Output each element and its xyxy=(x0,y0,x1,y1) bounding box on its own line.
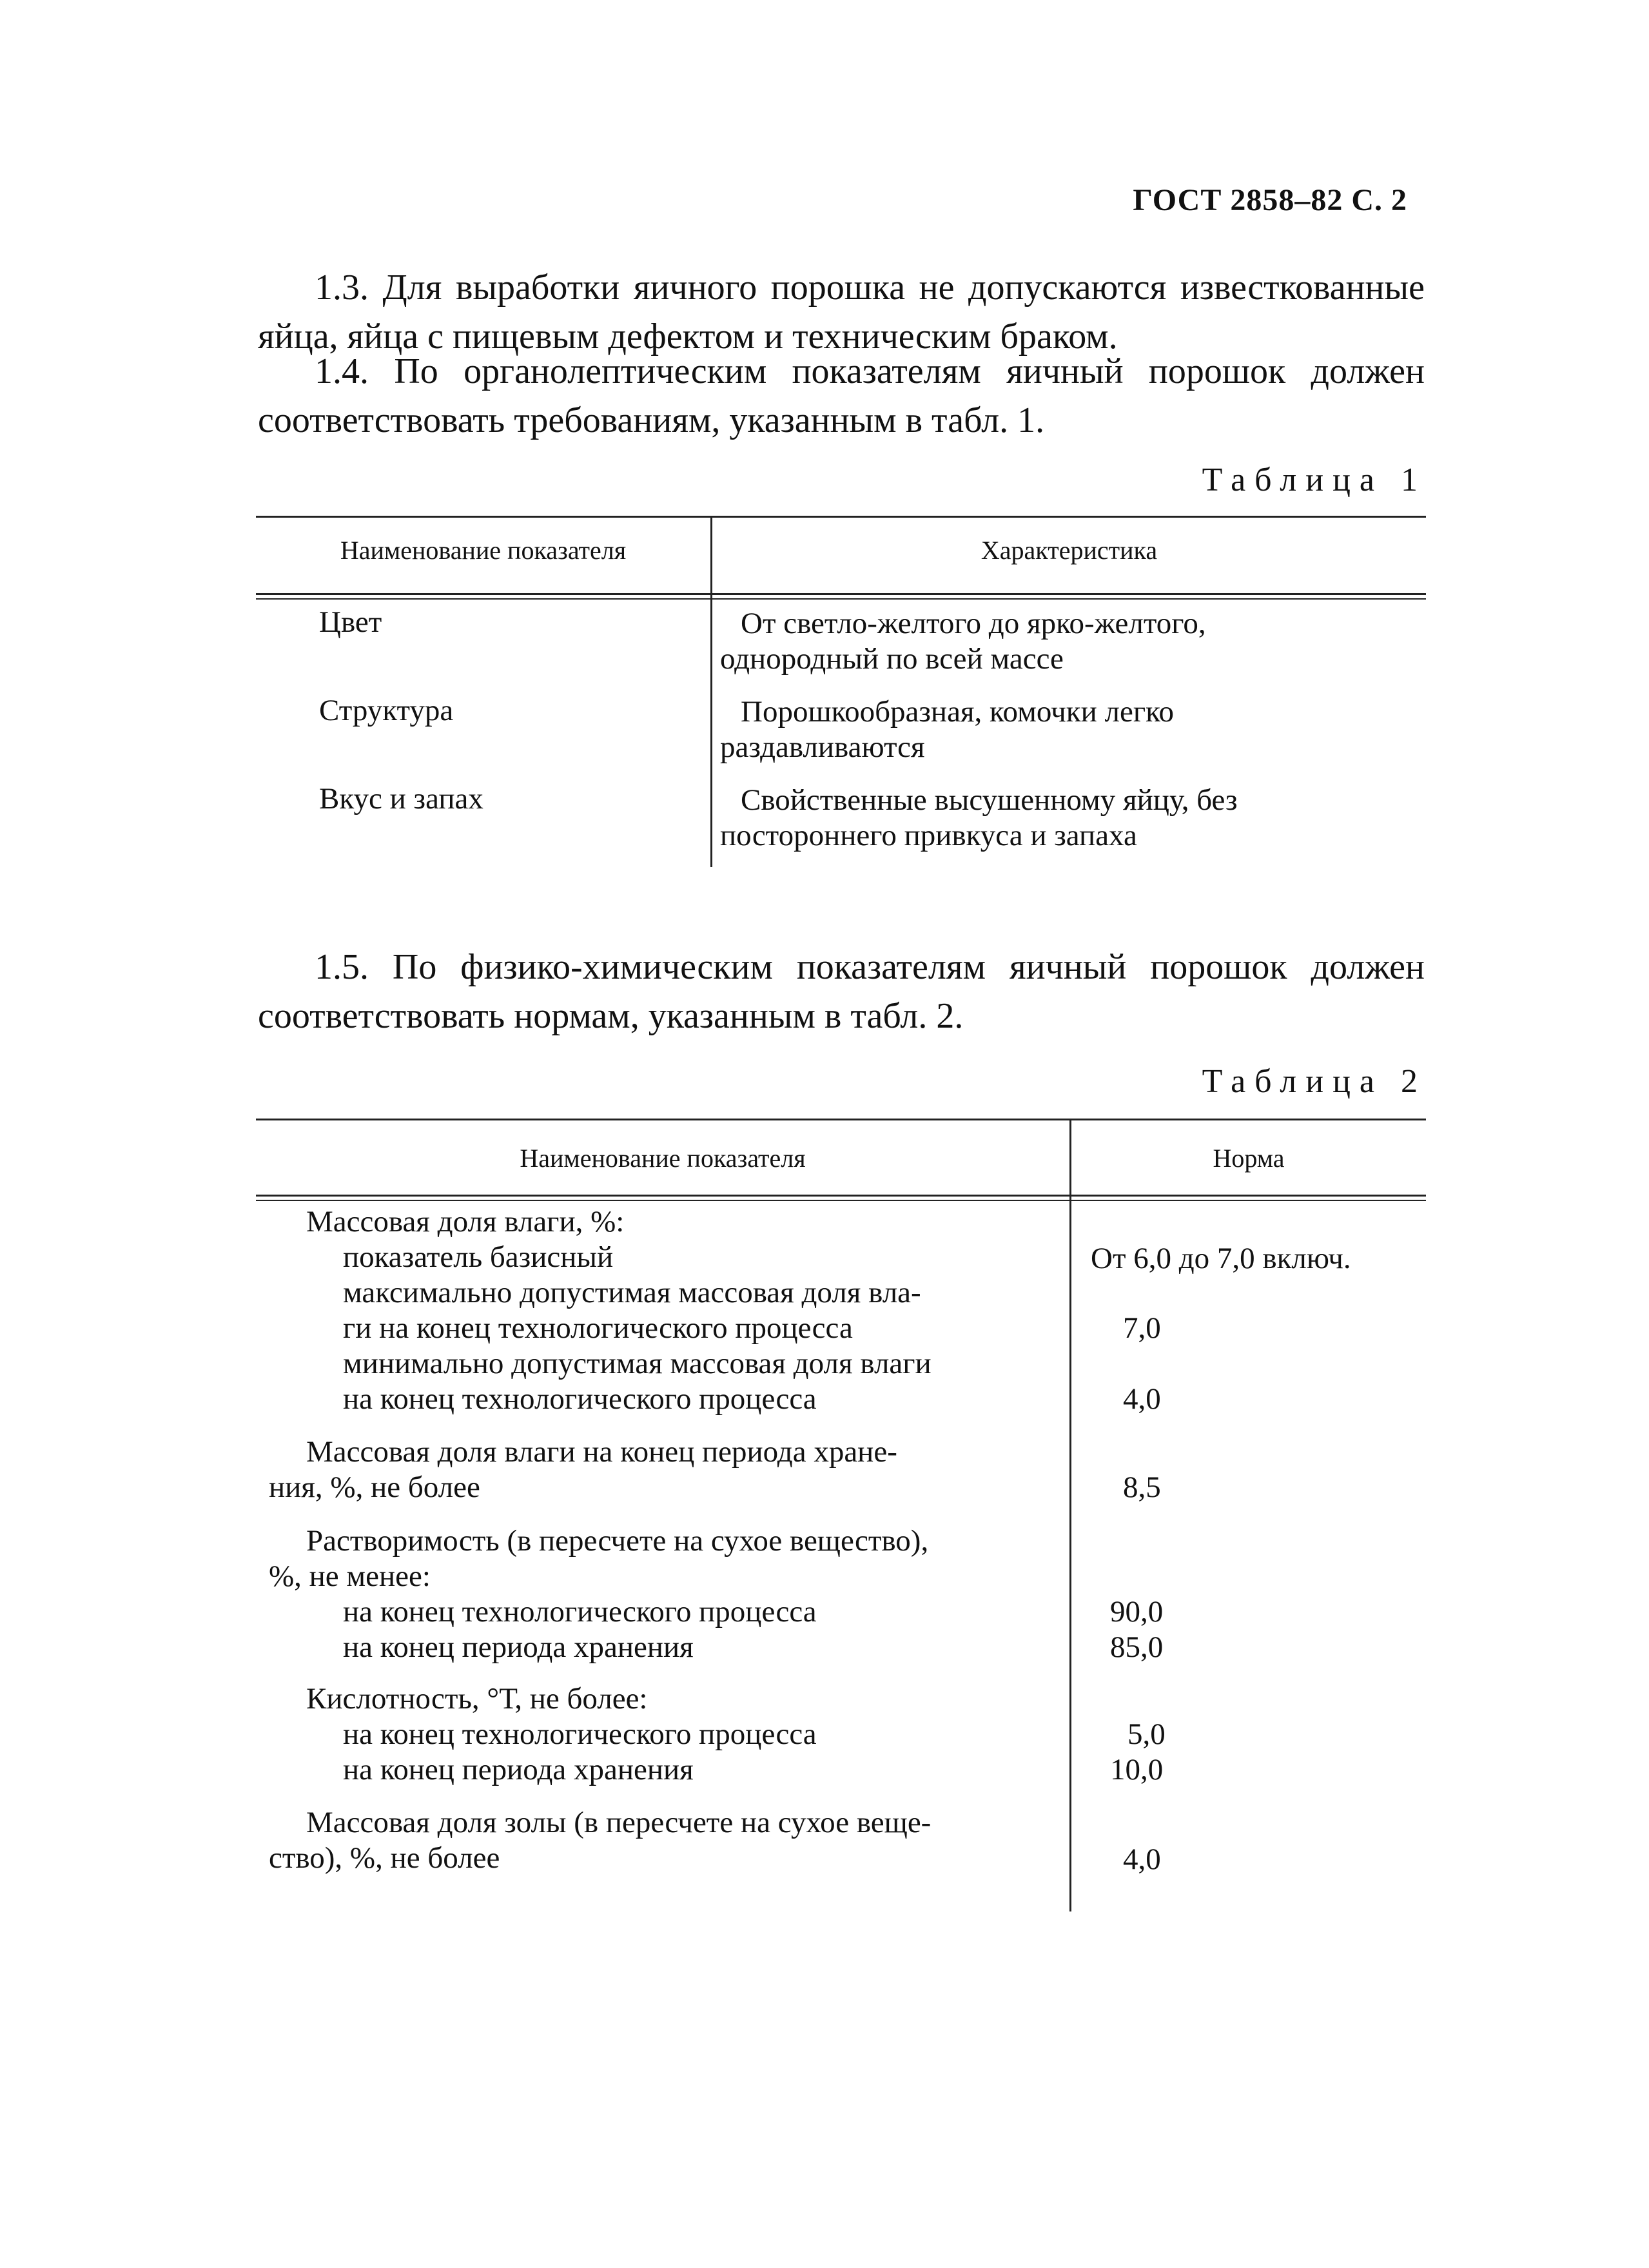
table1-caption: Таблица 1 xyxy=(1202,462,1427,498)
table1-row-value-cont: однородный по всей массе xyxy=(720,642,1064,676)
table2-row-value: 4,0 xyxy=(1123,1843,1161,1876)
table2 xyxy=(256,1119,1426,1918)
table2-row-label: показатель базисный xyxy=(343,1240,614,1274)
table2-row-label: на конец технологического процесса xyxy=(343,1595,817,1628)
table2-top-rule xyxy=(256,1119,1426,1120)
table1-column-divider xyxy=(710,516,712,867)
table2-row-label: ство), %, не более xyxy=(269,1841,500,1875)
table2-row-label: максимально допустимая массовая доля вла- xyxy=(343,1276,921,1309)
table1-row-value: Свойственные высушенному яйцу, без xyxy=(741,783,1238,817)
table2-row-value: 85,0 xyxy=(1110,1630,1164,1664)
table2-row-label: на конец периода хранения xyxy=(343,1753,694,1786)
table1-row-value: От светло-желтого до ярко-желтого, xyxy=(741,607,1206,640)
table2-row-label: Растворимость (в пересчете на сухое вещество), xyxy=(306,1524,929,1558)
table2-row-value: От 6,0 до 7,0 включ. xyxy=(1091,1242,1351,1275)
table2-row-value: 4,0 xyxy=(1123,1382,1161,1416)
table2-row-label: ния, %, не более xyxy=(269,1471,480,1504)
table1-header-name: Наименование показателя xyxy=(340,536,627,565)
table2-row-label: Кислотность, °Т, не более: xyxy=(306,1682,648,1716)
table2-row-label: на конец технологического процесса xyxy=(343,1382,817,1416)
paragraph-1-4: 1.4. По органолептическим показателям яичный порошок должен соответствовать требованиям, указанным в табл. 1. xyxy=(258,351,1425,440)
table2-row-label: на конец технологического процесса xyxy=(343,1717,817,1751)
table1-header-value: Характеристика xyxy=(981,536,1158,565)
table2-header-name: Наименование показателя xyxy=(520,1144,806,1173)
page-header-doc-ref: ГОСТ 2858–82 С. 2 xyxy=(1133,183,1407,217)
table1-top-rule xyxy=(256,516,1426,518)
table2-row-value: 90,0 xyxy=(1110,1595,1164,1628)
table2-caption: Таблица 2 xyxy=(1202,1063,1427,1100)
table2-row-label: %, не менее: xyxy=(269,1559,431,1593)
table2-row-label: Массовая доля золы (в пересчете на сухое веще- xyxy=(306,1806,932,1839)
table2-row-value: 8,5 xyxy=(1123,1471,1161,1504)
table1-row-value-cont: постороннего привкуса и запаха xyxy=(720,819,1137,852)
table2-header-rule xyxy=(256,1195,1426,1201)
table2-row-value: 7,0 xyxy=(1123,1311,1161,1345)
table1 xyxy=(256,516,1426,870)
table2-row-value: 5,0 xyxy=(1127,1717,1166,1751)
table2-header-value: Норма xyxy=(1213,1144,1285,1173)
table1-row-value: Порошкообразная, комочки легко xyxy=(741,695,1175,728)
table2-row-label: минимально допустимая массовая доля влаги xyxy=(343,1347,932,1380)
table2-column-divider xyxy=(1069,1119,1071,1911)
paragraph-1-5: 1.5. По физико-химическим показателям яичный порошок должен соответствовать нормам, указанным в табл. 2. xyxy=(258,947,1425,1036)
table2-row-label: ги на конец технологического процесса xyxy=(343,1311,853,1345)
table2-row-label: на конец периода хранения xyxy=(343,1630,694,1664)
table1-row-name: Вкус и запах xyxy=(319,782,483,816)
table1-row-value-cont: раздавливаются xyxy=(720,730,925,764)
paragraph-1-3: 1.3. Для выработки яичного порошка не допускаются известкованные яйца, яйца с пищевым дефектом и техническим браком. xyxy=(258,268,1425,357)
table1-row-name: Структура xyxy=(319,694,454,727)
table2-row-value: 10,0 xyxy=(1110,1753,1164,1786)
table1-row-name: Цвет xyxy=(319,605,382,639)
table2-row-label: Массовая доля влаги, %: xyxy=(306,1205,625,1238)
table2-row-label: Массовая доля влаги на конец периода хране- xyxy=(306,1435,897,1469)
table1-header-rule xyxy=(256,593,1426,600)
